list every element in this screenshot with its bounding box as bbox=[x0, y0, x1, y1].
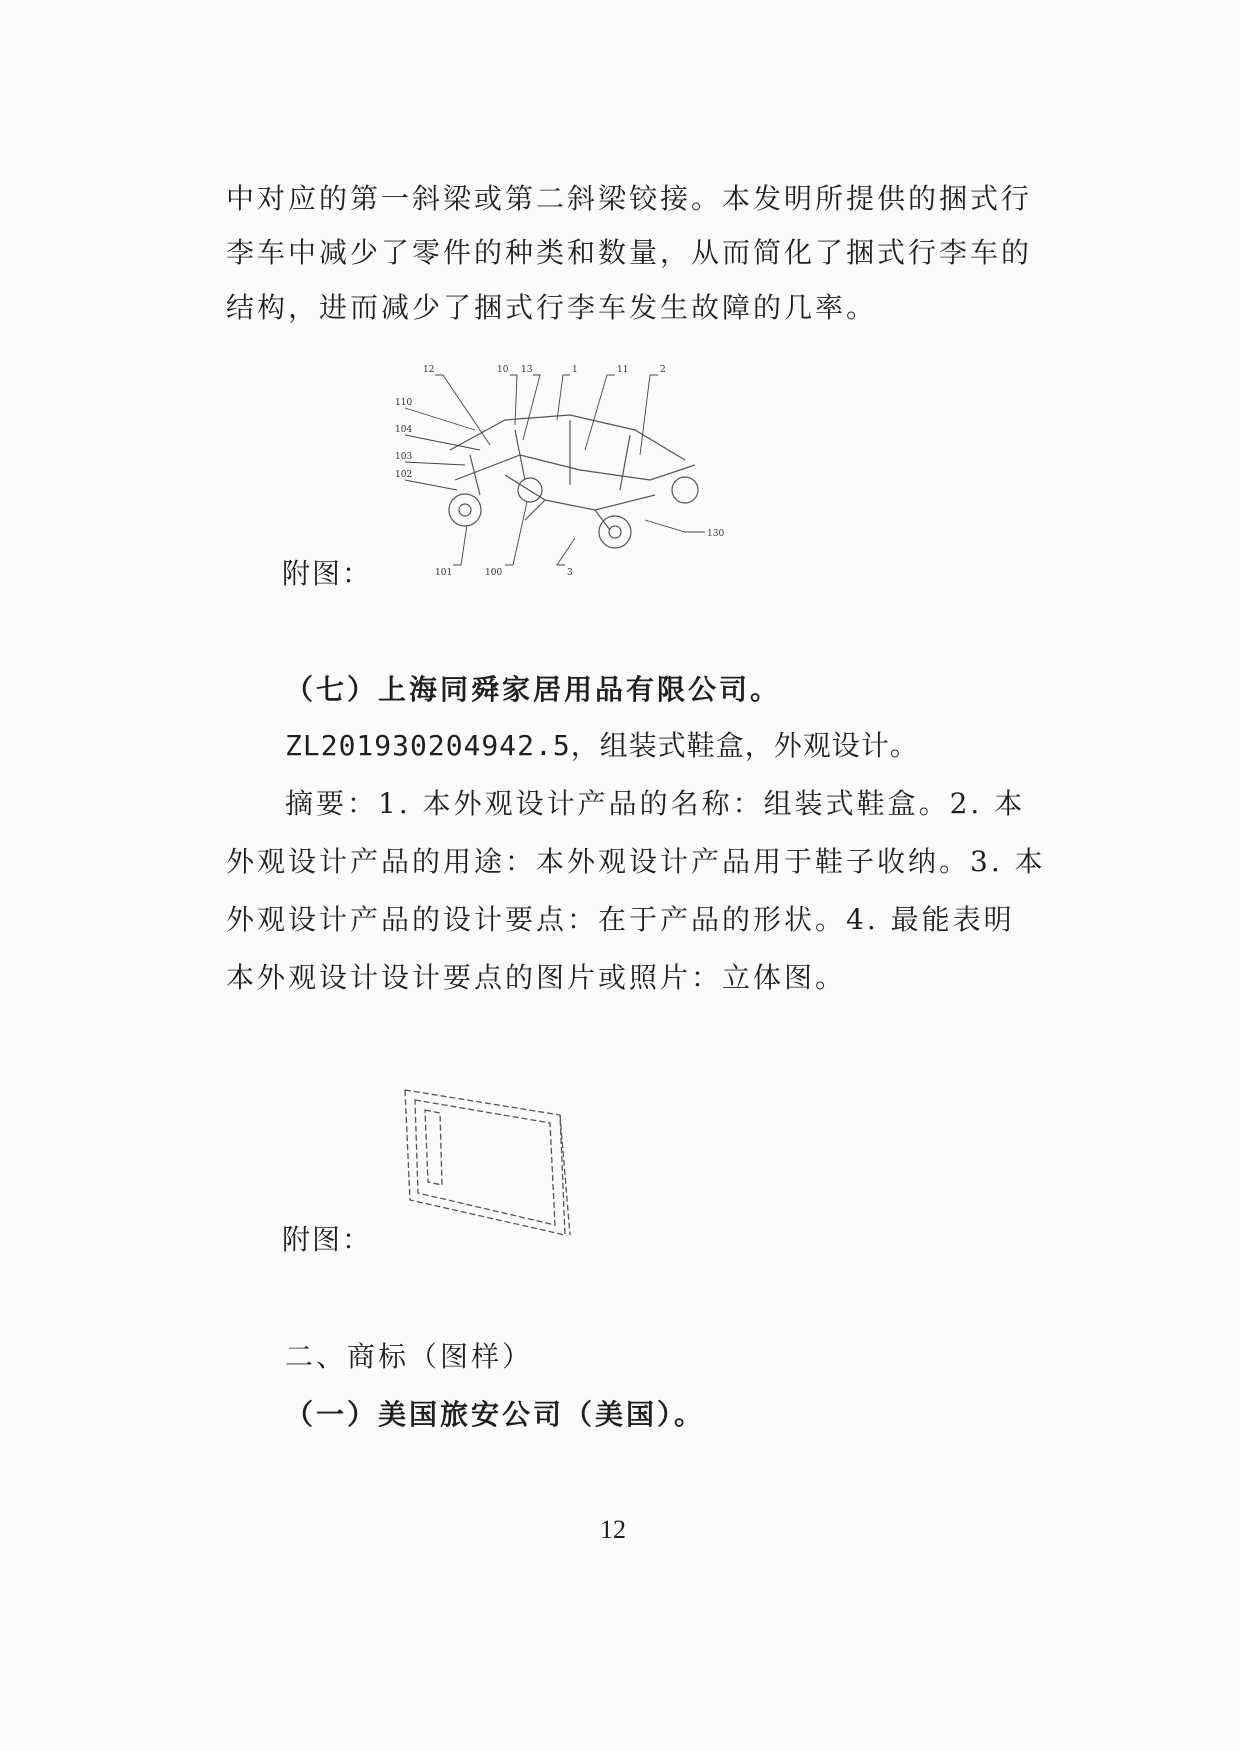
callout-13: 13 bbox=[521, 365, 533, 375]
abstract-line-4: 本外观设计设计要点的图片或照片：立体图。 bbox=[226, 961, 847, 994]
section7-patent-line: ZL201930204942.5，组装式鞋盒，外观设计。 bbox=[285, 729, 919, 762]
callout-103: 103 bbox=[395, 452, 413, 462]
callout-101: 101 bbox=[435, 568, 453, 578]
callout-3: 3 bbox=[567, 568, 573, 578]
section7-heading: （七）上海同舜家居用品有限公司。 bbox=[285, 673, 782, 706]
callout-130: 130 bbox=[707, 529, 725, 539]
callout-102: 102 bbox=[395, 470, 413, 480]
callout-100: 100 bbox=[485, 568, 503, 578]
callout-110: 110 bbox=[395, 398, 413, 408]
callout-1: 1 bbox=[572, 365, 578, 375]
page-number: 12 bbox=[600, 1515, 626, 1544]
paragraph-line-1: 中对应的第一斜梁或第二斜梁铰接。本发明所提供的捆式行 bbox=[226, 182, 1033, 215]
abstract-line-1: 摘要：1. 本外观设计产品的名称：组装式鞋盒。2. 本 bbox=[285, 787, 1026, 820]
callout-11: 11 bbox=[617, 365, 629, 375]
luggage-cart-figure bbox=[395, 360, 735, 590]
abstract-line-2: 外观设计产品的用途：本外观设计产品用于鞋子收纳。3. 本 bbox=[226, 845, 1046, 878]
shoe-box-figure bbox=[400, 1085, 580, 1245]
trademark-heading: 二、商标（图样） bbox=[285, 1340, 534, 1373]
callout-104: 104 bbox=[395, 425, 413, 435]
abstract-line-3: 外观设计产品的设计要点：在于产品的形状。4. 最能表明 bbox=[226, 903, 1015, 936]
callout-12: 12 bbox=[423, 365, 435, 375]
paragraph-line-2: 李车中减少了零件的种类和数量，从而简化了捆式行李车的 bbox=[226, 236, 1033, 269]
figure2-label: 附图： bbox=[282, 1223, 373, 1256]
trademark-sub-heading: （一）美国旅安公司（美国）。 bbox=[285, 1398, 706, 1431]
paragraph-line-3: 结构，进而减少了捆式行李车发生故障的几率。 bbox=[226, 291, 878, 324]
figure1-label: 附图： bbox=[282, 557, 373, 590]
callout-2: 2 bbox=[660, 365, 666, 375]
callout-10: 10 bbox=[497, 365, 509, 375]
